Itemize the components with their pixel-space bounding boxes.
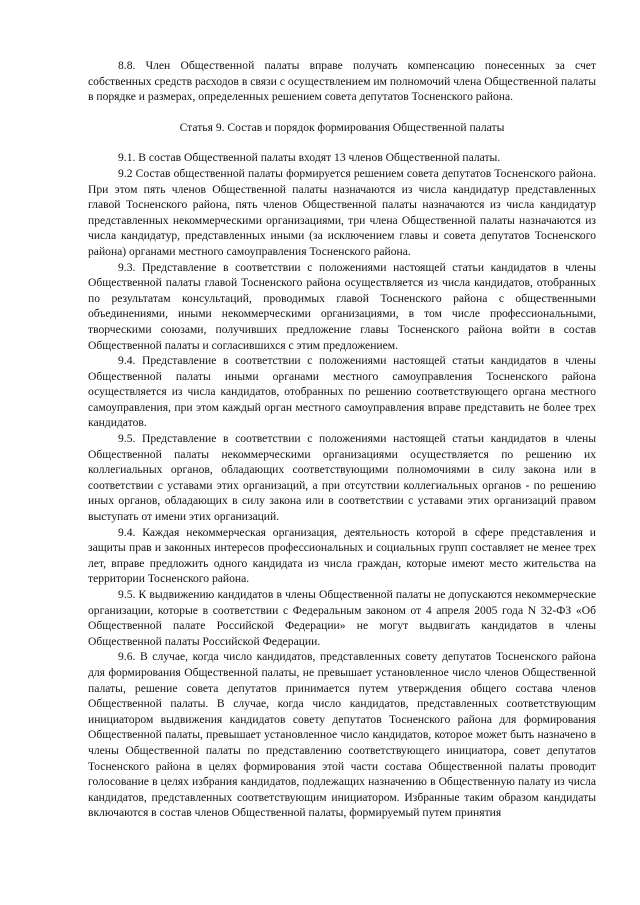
paragraph-9-5-repeat: 9.5. К выдвижению кандидатов в члены Общественной палаты не допускаются некоммерческие организации, которые в соответствии с Федеральным законом от 4 апреля 2005 года N 32-ФЗ «Об Общественной палате Российской Федерации» не могут выдвигать кандидатов в члены Общественной палаты Российской Федерации. (88, 588, 596, 648)
paragraph-8-8: 8.8. Член Общественной палаты вправе получать компенсацию понесенных за счет собственных средств расходов в связи с осуществлением им полномочий члена Общественной палаты в порядке и размерах, определенных решением совета депутатов Тосненского района. (88, 59, 596, 104)
article-9-heading: Статья 9. Состав и порядок формирования Общественной палаты (179, 120, 505, 134)
paragraph-9-4-repeat: 9.4. Каждая некоммерческая организация, деятельность которой в сфере представления и защиты прав и законных интересов профессиональных и социальных групп составляет не менее трех лет, вправе предложить одного кандидата из числа граждан, которые имеют место жительства на территории Тосненского района. (88, 525, 596, 586)
paragraph-9-2: 9.2 Состав общественной палаты формируется решением совета депутатов Тосненского района. При этом пять членов Общественной палаты назначаются из числа кандидатур представленных главой Тосненского района, пять членов Общественной палаты назначаются из числа кандидатур представленных некоммерческими организациями, три члена Общественной палаты назначаются из числа кандидатур, представленных иными (за исключением главы и совета депутатов Тосненского района) органами местного самоуправления Тосненского района. (88, 166, 596, 258)
paragraph-9-1: 9.1. В состав Общественной палаты входят 13 членов Общественной палаты. (118, 151, 501, 165)
spacer (88, 135, 596, 150)
paragraph-9-6: 9.6. В случае, когда число кандидатов, представленных совету депутатов Тосненского района для формирования Общественной палаты, не превышает установленное число членов Общественной палаты, решение совета депутатов принимается путем утверждения общего состава членов Общественной палаты. В случае, когда число кандидатов, представленных соответствующим инициатором выдвижения кандидатов совету депутатов Тосненского района для формирования Общественной палаты, превышает установленное число кандидатов, которое может быть назначено в члены Общественной палаты по представлению соответствующего инициатора, совет депутатов Тосненского района в целях формирования этой части состава Общественной палаты проводит голосование в целях избрания кандидатов, подлежащих назначению в Общественную палату из числа кандидатов, представленных соответствующим инициатором. Избранные таким образом кандидаты включаются в состав членов Общественной палаты, формируемый путем принятия (88, 650, 596, 820)
document-page (88, 58, 596, 821)
paragraph-9-5: 9.5. Представление в соответствии с положениями настоящей статьи кандидатов в члены Общественной палаты некоммерческими организациями осуществляется по решению их коллегиальных органов, обладающих соответствующими полномочиями в силу закона или в соответствии с уставами этих организаций, а при отсутствии коллегиальных органов - по решению иных органов, обладающих в силу закона или в соответствии с уставами этих организаций правом выступать от имени этих организаций. (88, 432, 596, 524)
paragraph-9-3: 9.3. Представление в соответствии с положениями настоящей статьи кандидатов в члены Общественной палаты главой Тосненского района осуществляется из числа кандидатов, отобранных по результатам консультаций, проводимых главой Тосненского района с общественными объединениями, иными некоммерческими организациями, в том числе профессиональными, творческими союзами, получивших предложение главы Тосненского района войти в состав Общественной палаты и согласившихся с этим предложением. (88, 260, 596, 352)
paragraph-9-4: 9.4. Представление в соответствии с положениями настоящей статьи кандидатов в члены Общественной палаты иными органами местного самоуправления Тосненского района осуществляется из числа кандидатов, отобранных по решению соответствующего органа местного самоуправления, при этом каждый орган местного самоуправления вправе представить не более трех кандидатов. (88, 354, 596, 430)
spacer (88, 105, 596, 120)
